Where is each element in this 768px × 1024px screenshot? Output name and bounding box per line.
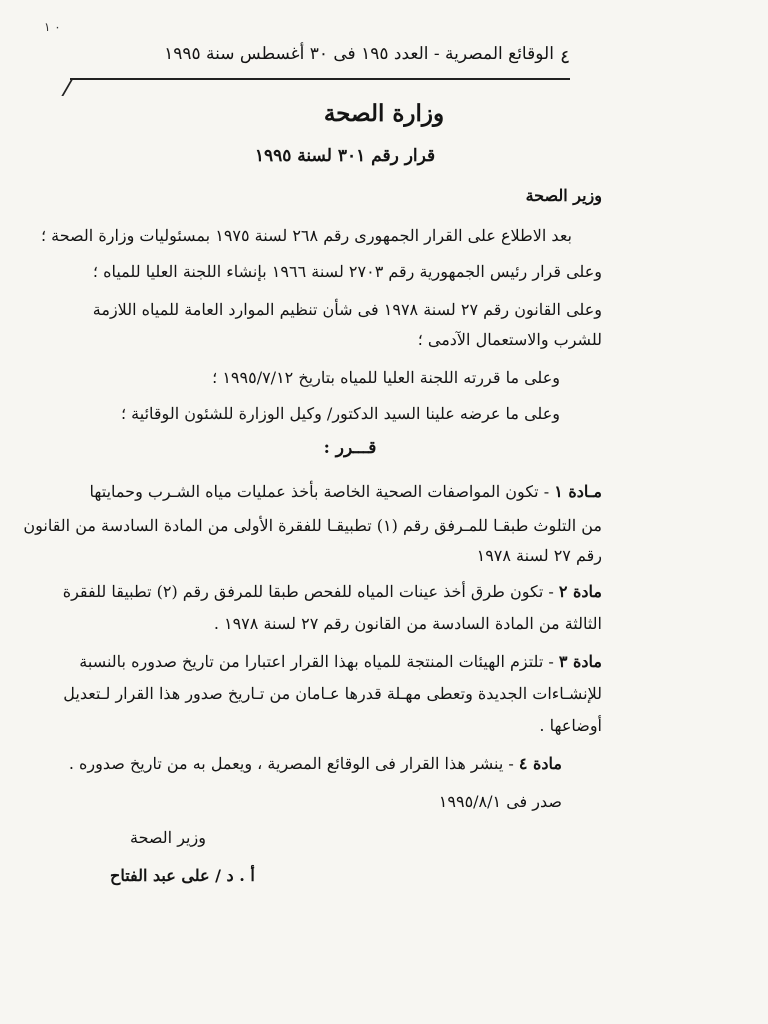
- preamble-line: وعلى القانون رقم ٢٧ لسنة ١٩٧٨ فى شأن تنظيم الموارد العامة للمياه اللازمة: [92, 300, 602, 319]
- article-label: مـادة ١: [554, 482, 602, 501]
- preamble-line: للشرب والاستعمال الآدمى ؛: [417, 330, 602, 349]
- gazette-header: الوقائع المصرية - العدد ١٩٥ فى ٣٠ أغسطس سنة ١٩٩٥: [164, 44, 554, 64]
- preamble-line: وعلى ما قررته اللجنة العليا للمياه بتاريخ ١٩٩٥/٧/١٢ ؛: [212, 368, 560, 387]
- article-label: مادة ٢: [558, 582, 602, 601]
- page-number: ٤: [560, 46, 571, 68]
- issued-date: صدر فى ١٩٩٥/٨/١: [438, 792, 562, 811]
- article-3-first-line: [79, 652, 602, 672]
- article-text: من التلوث طبقـا للمـرفق رقم (١) تطبيقـا للفقرة الأولى من المادة السادسة من القانون: [23, 516, 602, 535]
- rule-mark: [61, 80, 90, 96]
- decree-number: قرار رقم ٣٠١ لسنة ١٩٩٥: [254, 146, 436, 166]
- article-label: مادة ٣: [558, 652, 602, 671]
- article-text: الثالثة من المادة السادسة من القانون رقم ٢٧ لسنة ١٩٧٨ .: [213, 614, 602, 633]
- article-text: أوضاعها .: [539, 716, 602, 735]
- article-text: للإنشـاءات الجديدة وتعطى مهـلة قدرها عـامان من تـاريخ صدور هذا القرار لـتعديل: [63, 684, 602, 703]
- article-text: - تكون طرق أخذ عينات المياه للفحص طبقا للمرفق رقم (٢) تطبيقا للفقرة: [62, 582, 554, 601]
- article-4-first-line: [69, 754, 562, 774]
- article-text: - تلتزم الهيئات المنتجة للمياه بهذا القرار اعتبارا من تاريخ صدوره بالنسبة: [79, 652, 554, 671]
- article-text: - ينشر هذا القرار فى الوقائع المصرية ، ويعمل به من تاريخ صدوره .: [68, 754, 514, 773]
- header-rule: [70, 78, 570, 80]
- scan-specks: ٠ ١: [44, 20, 61, 34]
- article-text: رقم ٢٧ لسنة ١٩٧٨: [476, 546, 602, 565]
- article-1-first-line: [90, 482, 602, 502]
- preamble-line: وعلى ما عرضه علينا السيد الدكتور/ وكيل الوزارة للشئون الوقائية ؛: [121, 404, 560, 423]
- signature-title: وزير الصحة: [130, 828, 206, 847]
- signatory-name: أ . د / على عبد الفتاح: [110, 866, 255, 885]
- decides-heading: قـــرر :: [323, 438, 377, 458]
- ministry-title: وزارة الصحة: [323, 100, 445, 127]
- article-2-first-line: [63, 582, 602, 602]
- preamble-line: وعلى قرار رئيس الجمهورية رقم ٢٧٠٣ لسنة ١٩٦٦ بإنشاء اللجنة العليا للمياه ؛: [92, 262, 602, 281]
- issuer: وزير الصحة: [525, 186, 602, 205]
- article-label: مادة ٤: [518, 754, 562, 773]
- preamble-line: بعد الاطلاع على القرار الجمهورى رقم ٢٦٨ لسنة ١٩٧٥ بمسئوليات وزارة الصحة ؛: [40, 226, 572, 245]
- article-text: - تكون المواصفات الصحية الخاصة بأخذ عمليات مياه الشـرب وحمايتها: [89, 482, 550, 501]
